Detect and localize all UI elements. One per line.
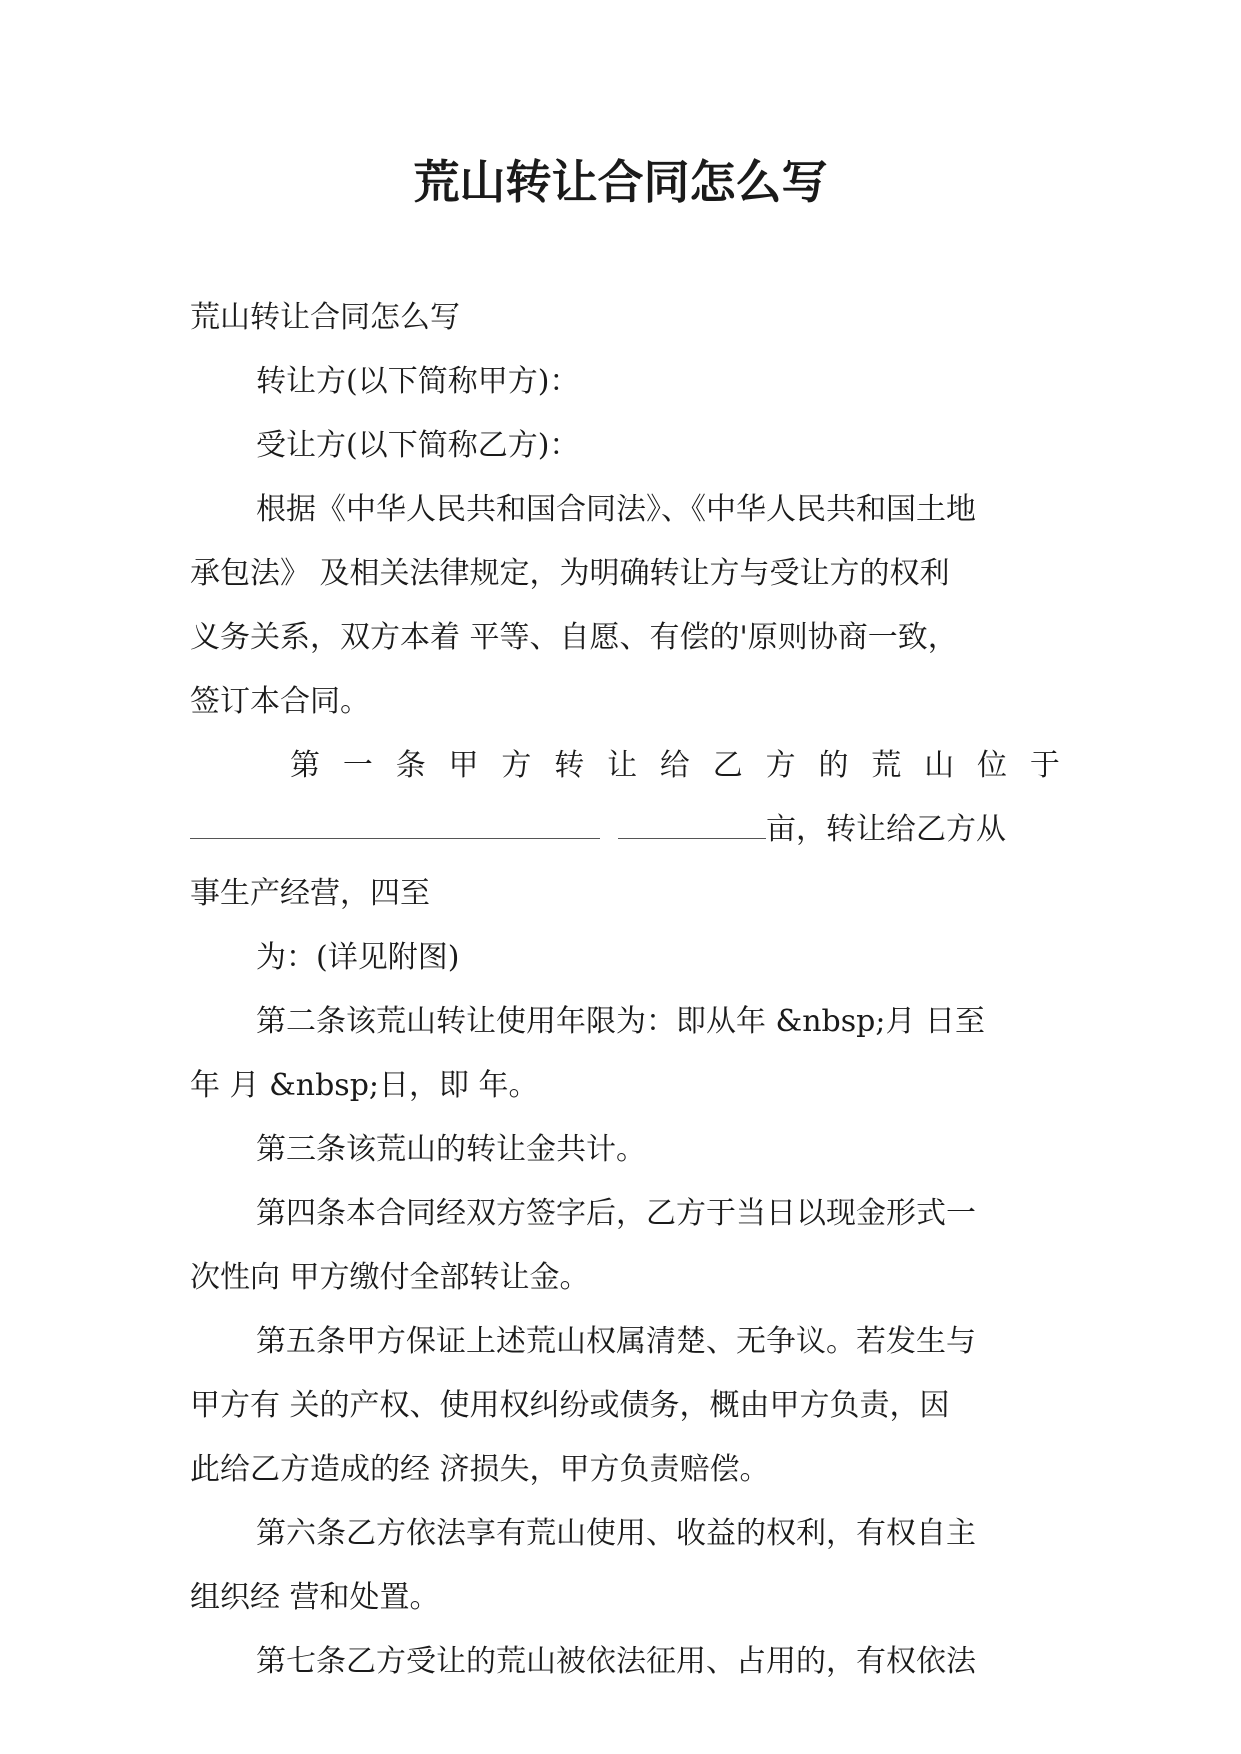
area-blank <box>618 802 766 839</box>
basis-line-2: 承包法》 及相关法律规定，为明确转让方与受让方的权利 <box>190 556 950 591</box>
document-title: 荒山转让合同怎么写 <box>413 155 828 209</box>
article-5-line-3: 此给乙方造成的经 济损失，甲方负责赔偿。 <box>190 1452 770 1487</box>
article-1-line-1 <box>190 734 1060 798</box>
article-1-char: 让 <box>607 748 638 783</box>
article-1-char: 的 <box>818 748 849 783</box>
article-1-char: 甲 <box>448 748 479 783</box>
article-1-char: 于 <box>1029 748 1060 783</box>
article-1-line-2 <box>190 798 1060 862</box>
article-1-char: 位 <box>976 748 1007 783</box>
article-1-char: 方 <box>765 748 796 783</box>
article-4-line-2: 次性向 甲方缴付全部转让金。 <box>190 1260 590 1295</box>
article-1-line-3: 事生产经营，四至 <box>190 876 430 911</box>
article-1-char: 山 <box>924 748 955 783</box>
transferor-line: 转让方(以下简称甲方)： <box>256 364 580 399</box>
article-2-line-1: 第二条该荒山转让使用年限为：即从年 &nbsp;月 日至 <box>256 1004 986 1039</box>
article-1-line-2-text: 亩，转让给乙方从 <box>766 812 1006 847</box>
subtitle-line: 荒山转让合同怎么写 <box>190 300 460 335</box>
article-1-char: 方 <box>501 748 532 783</box>
article-5-line-1: 第五条甲方保证上述荒山权属清楚、无争议。若发生与 <box>256 1324 976 1359</box>
location-blank <box>190 802 600 839</box>
article-1-char: 转 <box>554 748 585 783</box>
basis-line-3: 义务关系，双方本着 平等、自愿、有偿的'原则协商一致， <box>190 620 958 655</box>
transferee-line: 受让方(以下简称乙方)： <box>256 428 580 463</box>
article-1-char: 荒 <box>871 748 902 783</box>
basis-line-4: 签订本合同。 <box>190 684 370 719</box>
article-1-char: 一 <box>342 748 373 783</box>
article-1-char: 乙 <box>712 748 743 783</box>
article-5-line-2: 甲方有 关的产权、使用权纠纷或债务，概由甲方负责，因 <box>190 1388 950 1423</box>
article-6-line-1: 第六条乙方依法享有荒山使用、收益的权利，有权自主 <box>256 1516 976 1551</box>
article-1-char: 条 <box>395 748 426 783</box>
basis-line-1: 根据《中华人民共和国合同法》、《中华人民共和国土地 <box>256 492 976 527</box>
article-1-line-4: 为：(详见附图) <box>256 940 460 975</box>
article-6-line-2: 组织经 营和处置。 <box>190 1580 440 1615</box>
document-body <box>190 286 1060 1694</box>
article-1-char: 给 <box>659 748 690 783</box>
article-3-line: 第三条该荒山的转让金共计。 <box>256 1132 646 1167</box>
article-2-line-2: 年 月 &nbsp;日，即 年。 <box>190 1068 539 1103</box>
article-1-char: 第 <box>290 748 320 783</box>
article-4-line-1: 第四条本合同经双方签字后，乙方于当日以现金形式一 <box>256 1196 976 1231</box>
article-7-line-1: 第七条乙方受让的荒山被依法征用、占用的，有权依法 <box>256 1644 976 1679</box>
